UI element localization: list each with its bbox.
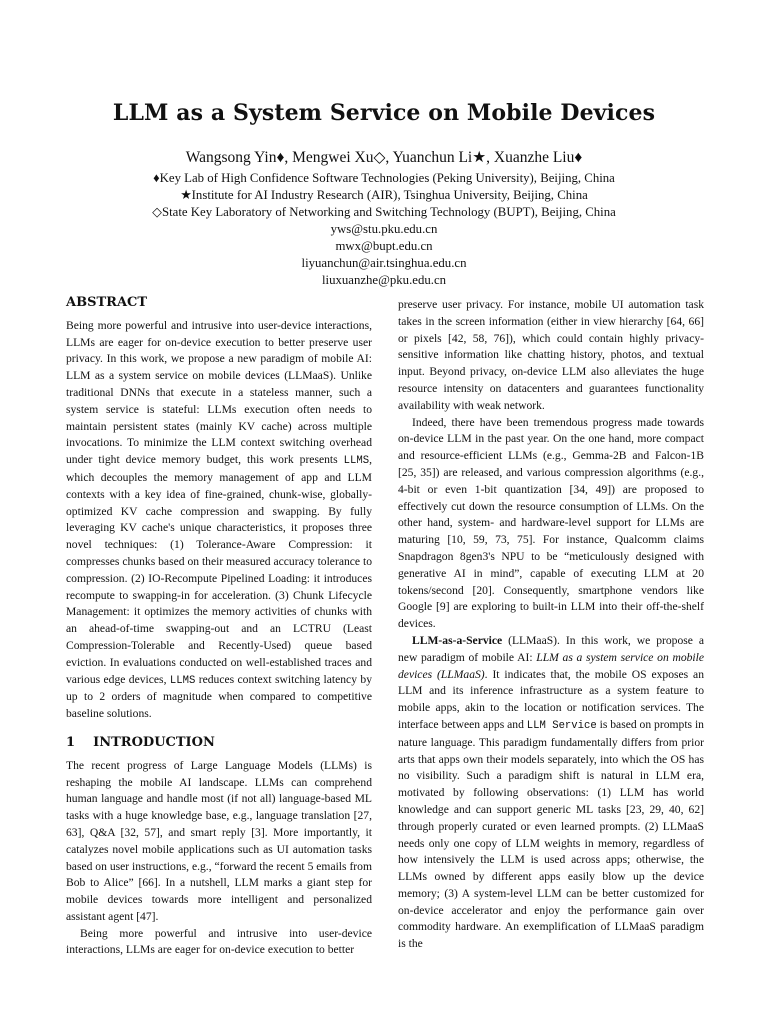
introduction-heading: 1 INTRODUCTION [66, 734, 215, 750]
author-list: Wangsong Yin♦, Mengwei Xu◇, Yuanchun Li★, Xuanzhe Liu♦ [185, 149, 583, 166]
privacy-paragraph: preserve user privacy. For instance, mobile UI automation task takes in the screen information (either in view hierarchy [64, 66] or pixels [42, 58, 76]), which could contain highly privacy-sensitive information like chatting history, photos, and textual input. Beyond privacy, on-device LLM also alleviates the huge resource intensity on datacenters and guarantees functionality availability with weak network. [398, 298, 704, 412]
intro-paragraph-2: Being more powerful and intrusive into user-device interactions, LLMs are eager for on-device execution to better [66, 926, 372, 957]
llm-service-term: LLM Service [526, 719, 597, 732]
right-column [398, 297, 704, 953]
paper-title: LLM as a System Service on Mobile Devices [112, 100, 656, 126]
abstract-heading: ABSTRACT [66, 295, 148, 310]
affiliation-tsinghua: ★Institute for AI Industry Research (AIR), Tsinghua University, Beijing, China [180, 188, 588, 202]
system-name: LLMS [169, 674, 196, 687]
llmaas-run-in-heading: LLM-as-a-Service [412, 633, 503, 647]
email-xu: mwx@bupt.edu.cn [335, 239, 433, 253]
llmaas-paragraph: LLM-as-a-Service (LLMaaS). In this work, we propose a new paradigm of mobile AI: LLM as a system service on mobile devices (LLMaaS). It indicates that, the mobile OS exposes an LLM and its inference infrastructure as a system feature to mobile apps, akin to the location or notification services. The interface between apps and LLM Service is based on prompts in nature language. This paradigm fundamentally differs from prior arts that apps own their models separately, into which the OS has no visibility. Such a paradigm shift is natural in LLM era, motivated by following observations: (1) LLM has world knowledge and can support generic ML tasks [23, 29, 40, 62] through properly curated or even learned prompts. (2) LLMaaS needs only one copy of LLM weights in memory, regardless of how intensively the LLM is used across apps; otherwise, the LLMs owned by different apps easily blow up the device memory; (3) A system-level LLM can be better customized for on-device accelerator and enjoy the performance gain over commodity hardware. An exemplification of LLMaaS paradigm is the [398, 633, 704, 951]
email-yin: yws@stu.pku.edu.cn [330, 222, 438, 236]
abstract-paragraph: Being more powerful and intrusive into user-device interactions, LLMs are eager for on-device execution to better preserve user privacy. In this work, we propose a new paradigm of mobile AI: LLM as a system service on mobile devices (LLMaaS). Unlike traditional DNNs that execute in a stateless manner, such a system service is stateful: LLMs execution often needs to maintain persistent states (mainly KV cache) across multiple invocations. To minimize the LLM context switching overhead under tight device memory budget, this work presents LLMS, which decouples the memory management of app and LLM contexts with a key idea of fine-grained, chunk-wise, globally-optimized KV cache compression and swapping. By fully leveraging KV cache's unique characteristics, it proposes three novel techniques: (1) Tolerance-Aware Compression: it compresses chunks based on their measured accuracy tolerance to compression. (2) IO-Recompute Pipelined Loading: it introduces recompute to swapping-in for acceleration. (3) Chunk Lifecycle Management: it optimizes the memory activities of chunks with an ahead-of-time swapping-out and an LCTRU (Least Compression-Tolerable and Recently-Used) queue based eviction. In evaluations conducted on well-established traces and various edge devices, LLMS reduces context switching latency by up to 2 orders of magnitude when compared to competitive baseline solutions. [66, 318, 372, 721]
system-name: LLMS [343, 455, 370, 468]
affiliation-pku: ♦Key Lab of High Confidence Software Technologies (Peking University), Beijing, China [153, 171, 615, 185]
affiliation-bupt: ◇State Key Laboratory of Networking and Switching Technology (BUPT), Beijing, China [152, 205, 616, 219]
email-liu: liuxuanzhe@pku.edu.cn [321, 273, 447, 287]
progress-paragraph: Indeed, there have been tremendous progress made towards on-device LLM in the past year. On the one hand, more compact and resource-efficient LLMs (e.g., Gemma-2B and Falcon-1B [25, 35]) are released, and various compression algorithms (e.g., 4-bit or even 1-bit quantization [34, 49]) are proposed to effectively cut down the resource consumption of LLMs. On the other hand, system- and hardware-level support for LLMs are maturing [10, 59, 73, 75]. For instance, Qualcomm claims Snapdragon 8gen3's NPU to be “meticulously designed with generative AI in mind”, capable of executing LLM at 20 tokens/second [20]. Consequently, smartphone vendors like Google [9] are exploring to built-in LLM into their off-the-shelf devices. [398, 415, 704, 631]
intro-paragraph-1: The recent progress of Large Language Models (LLMs) is reshaping the mobile AI landscape. LLMs can comprehend human language and handle most (if not all) language-based ML tasks with a huge knowledge base, e.g., language translation [27, 63], Q&A [32, 57], and smart reply [3]. More importantly, it catalyzes novel mobile applications such as UI automation tasks based on user instructions, e.g., “forward the recent 5 emails from Bob to Alice” [66]. In a nutshell, LLM marks a giant step for mobile devices towards more intelligent and personalized assistant agent [47]. [66, 758, 372, 923]
left-column [66, 295, 372, 959]
email-li: liyuanchun@air.tsinghua.edu.cn [301, 256, 467, 270]
